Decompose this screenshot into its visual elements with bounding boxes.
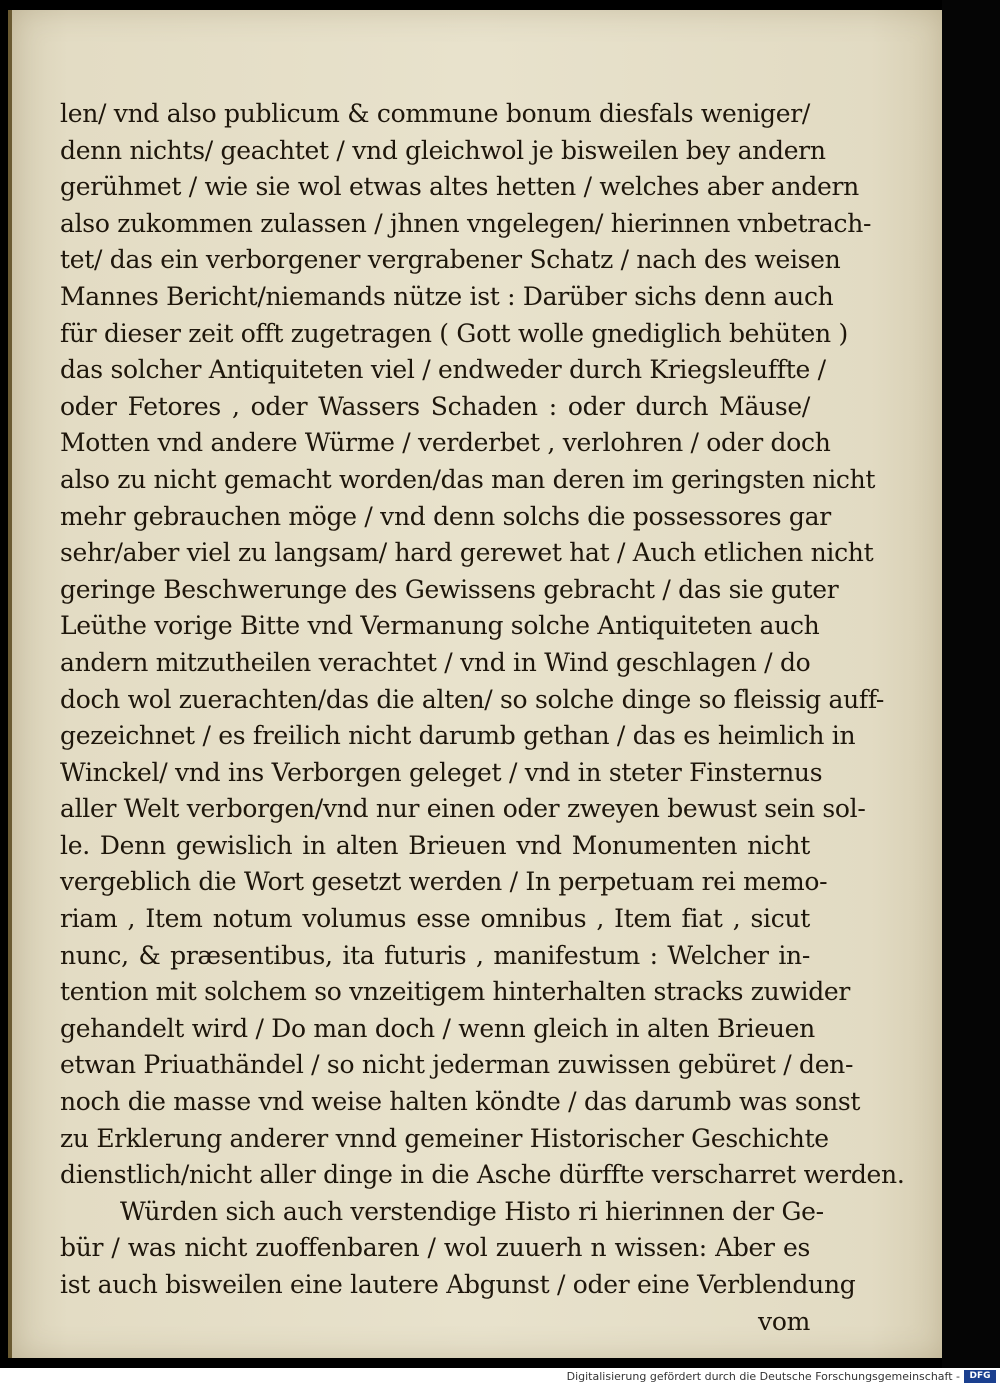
text-line: gehandelt wird / Do man doch / wenn gleich in alten Brieuen (60, 1013, 815, 1043)
text-line: dienstlich/nicht aller dinge in die Asche dürffte verscharret werden. (60, 1160, 905, 1190)
text-line: Mannes Bericht/niemands nütze ist : Darüber sichs denn auch (60, 281, 834, 311)
funding-notice: Digitalisierung gefördert durch die Deutsche Forschungsgemeinschaft - (566, 1370, 960, 1383)
text-line: tention mit solchem so vnzeitigem hinterhalten stracks zuwider (60, 977, 851, 1007)
text-line: bür / was nicht zuoffenbaren / wol zuuerh n wissen: Aber es (60, 1233, 810, 1263)
text-line: geringe Beschwerunge des Gewissens gebracht / das sie guter (60, 574, 839, 604)
text-line: le. Denn gewislich in alten Brieuen vnd Monumenten nicht (60, 830, 810, 860)
footer-bar (0, 1368, 1000, 1386)
text-line: riam , Item notum volumus esse omnibus , Item fiat , sicut (60, 904, 810, 934)
text-line: ist auch bisweilen eine lautere Abgunst / oder eine Verblendung (60, 1270, 856, 1299)
text-line: gezeichnet / es freilich nicht darumb gethan / das es heimlich in (60, 721, 856, 751)
dfg-logo-icon: DFG (964, 1370, 996, 1383)
text-line: mehr gebrauchen möge / vnd denn solchs die possessores gar (60, 501, 831, 531)
scan-border (942, 0, 1000, 1368)
text-line: das solcher Antiquiteten viel / endweder durch Kriegsleuffte / (60, 355, 826, 385)
text-line: andern mitzutheilen verachtet / vnd in Wind geschlagen / do (60, 647, 811, 677)
text-line: zu Erklerung anderer vnnd gemeiner Historischer Geschichte (60, 1123, 829, 1153)
text-line: len/ vnd also publicum & commune bonum diesfals weniger/ (60, 99, 810, 128)
page-body-text (60, 96, 905, 1340)
text-line: für dieser zeit offt zugetragen ( Gott wolle gnediglich behüten ) (60, 318, 848, 348)
text-line: sehr/aber viel zu langsam/ hard gerewet hat / Auch etlichen nicht (60, 538, 874, 568)
text-line: doch wol zuerachten/das die alten/ so solche dinge so fleissig auff- (60, 684, 885, 714)
text-line: vergeblich die Wort gesetzt werden / In perpetuam rei memo- (60, 867, 828, 897)
text-line: Winckel/ vnd ins Verborgen geleget / vnd in steter Finsternus (60, 757, 823, 787)
text-line: etwan Priuathändel / so nicht jederman zuwissen gebüret / den- (60, 1050, 854, 1080)
text-line: denn nichts/ geachtet / vnd gleichwol je bisweilen bey andern (60, 135, 826, 165)
text-line: Leüthe vorige Bitte vnd Vermanung solche Antiquiteten auch (60, 611, 820, 641)
text-line: Motten vnd andere Würme / verderbet , verlohren / oder doch (60, 428, 831, 458)
text-line: noch die masse vnd weise halten köndte / das darumb was sonst (60, 1087, 861, 1117)
text-line: Würden sich auch verstendige Histo ri hierinnen der Ge- (120, 1196, 824, 1226)
text-line: nunc, & præsentibus, ita futuris , manifestum : Welcher in- (60, 940, 810, 970)
text-line: aller Welt verborgen/vnd nur einen oder zweyen bewust sein sol- (60, 794, 866, 824)
text-line: also zukommen zulassen / jhnen vngelegen/ hierinnen vnbetrach- (60, 208, 872, 238)
text-line: oder Fetores , oder Wassers Schaden : oder durch Mäuse/ (60, 391, 810, 421)
text-line: also zu nicht gemacht worden/das man deren im geringsten nicht (60, 464, 876, 494)
text-line: tet/ das ein verborgener vergrabener Schatz / nach des weisen (60, 245, 841, 275)
catchword: vom (758, 1306, 810, 1336)
text-line: gerühmet / wie sie wol etwas altes hetten / welches aber andern (60, 172, 859, 202)
